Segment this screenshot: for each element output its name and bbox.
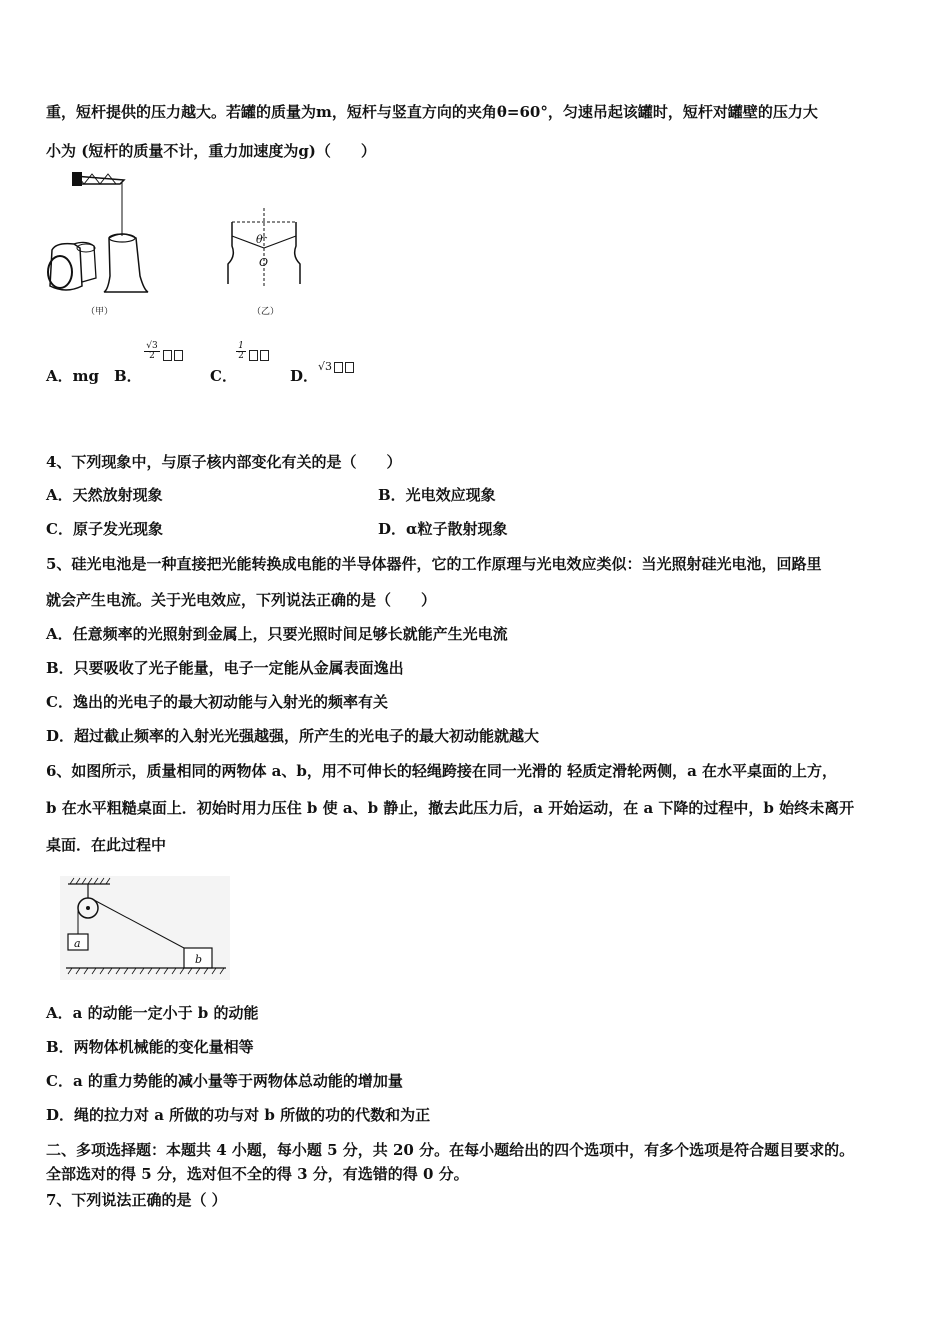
q4-stem: 4、下列现象中，与原子核内部变化有关的是（ ） <box>46 453 402 471</box>
q3-option-d-label: D． <box>290 367 319 385</box>
q3-option-d-sqrt: √3 <box>318 360 333 373</box>
q6-option-a: A．a 的动能一定小于 b 的动能 <box>46 1004 259 1022</box>
q3-option-c-denominator: 2 <box>238 351 244 361</box>
q3-option-c-fraction <box>236 342 246 361</box>
q3-option-b-label: B． <box>114 367 142 385</box>
q3-stem-line2: 小为 (短杆的质量不计，重力加速度为g)（ ） <box>46 142 376 160</box>
section2-heading-line1: 二、多项选择题：本题共 4 小题，每小题 5 分，共 20 分。在每小题给出的四个选项中，有多个选项是符合题目要求的。 <box>46 1141 855 1159</box>
q4-option-b: B．光电效应现象 <box>378 486 496 504</box>
q5-option-d: D．超过截止频率的入射光光强越强，所产生的光电子的最大初动能就越大 <box>46 727 540 745</box>
q4-option-a: A．天然放射现象 <box>46 486 163 504</box>
q5-option-c: C．逸出的光电子的最大初动能与入射光的频率有关 <box>46 693 388 711</box>
figure-jia-caption: （甲） <box>86 307 114 317</box>
q6-option-d: D．绳的拉力对 a 所做的功与对 b 所做的功的代数和为正 <box>46 1106 431 1124</box>
q3-option-c-label: C． <box>210 367 237 385</box>
figure-jia <box>44 168 164 303</box>
q4-option-d: D．α粒子散射现象 <box>378 520 508 538</box>
q5-option-a: A．任意频率的光照射到金属上，只要光照时间足够长就能产生光电流 <box>46 625 508 643</box>
q6-stem-line1: 6、如图所示，质量相同的两物体 a、b，用不可伸长的轻绳跨接在同一光滑的 轻质定滑轮两侧，a 在水平桌面的上方， <box>46 762 838 780</box>
q7-stem: 7、下列说法正确的是（ ） <box>46 1191 227 1209</box>
q3-option-b-numerator: √3 <box>144 342 160 352</box>
q3-option-b-denominator: 2 <box>149 351 155 361</box>
figure-yi <box>222 206 306 288</box>
q4-option-c: C．原子发光现象 <box>46 520 163 538</box>
figure-pulley <box>60 876 230 980</box>
figure-yi-caption: （乙） <box>252 307 280 317</box>
q3-option-a: A．mg <box>46 367 99 385</box>
q5-stem-line2: 就会产生电流。关于光电效应，下列说法正确的是（ ） <box>46 591 437 609</box>
q3-option-b-fraction <box>144 342 160 361</box>
section2-heading-line2: 全部选对的得 5 分，选对但不全的得 3 分，有选错的得 0 分。 <box>46 1165 469 1183</box>
q5-option-b: B．只要吸收了光子能量，电子一定能从金属表面逸出 <box>46 659 404 677</box>
figure-yi-theta: θ <box>256 233 263 246</box>
q6-option-b: B．两物体机械能的变化量相等 <box>46 1038 254 1056</box>
q3-option-d-expression <box>318 360 354 373</box>
figure-pulley-label-b: b <box>195 953 203 966</box>
figure-yi-o: O <box>259 256 269 269</box>
q6-stem-line2: b 在水平粗糙桌面上．初始时用力压住 b 使 a、b 静止，撤去此压力后，a 开始运动，在 a 下降的过程中，b 始终未离开 <box>46 799 855 817</box>
q3-option-c-numerator: 1 <box>236 342 246 352</box>
q3-option-b-boxes <box>161 345 183 363</box>
q3-stem-line1: 重，短杆提供的压力越大。若罐的质量为m，短杆与竖直方向的夹角θ=60°，匀速吊起该罐时，短杆对罐壁的压力大 <box>46 103 818 121</box>
q3-option-c-boxes <box>247 345 269 363</box>
q6-stem-line3: 桌面．在此过程中 <box>46 836 167 854</box>
q5-stem-line1: 5、硅光电池是一种直接把光能转换成电能的半导体器件，它的工作原理与光电效应类似：当光照射硅光电池，回路里 <box>46 555 822 573</box>
q6-option-c: C．a 的重力势能的减小量等于两物体总动能的增加量 <box>46 1072 403 1090</box>
figure-pulley-label-a: a <box>74 937 81 950</box>
